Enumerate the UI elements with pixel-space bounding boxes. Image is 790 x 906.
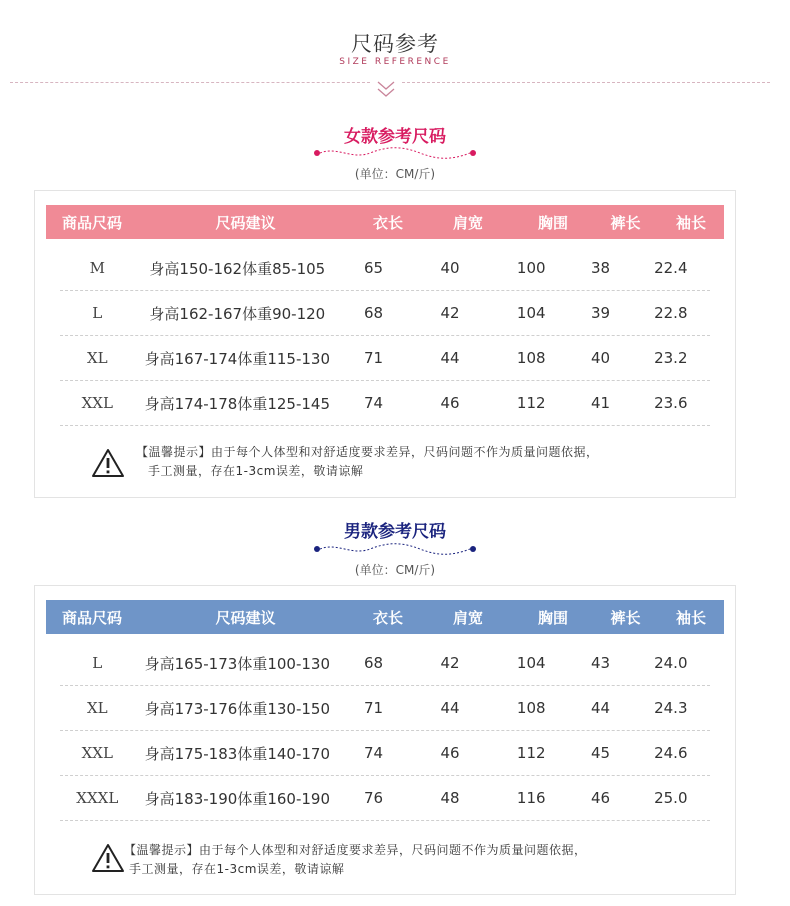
sleeve-cell: 24.6 bbox=[654, 744, 688, 762]
table-row bbox=[60, 641, 710, 686]
men-table-header bbox=[46, 600, 724, 634]
sleeve-cell: 23.2 bbox=[654, 349, 688, 367]
sleeve-cell: 25.0 bbox=[654, 789, 688, 807]
chest-cell: 108 bbox=[516, 349, 546, 367]
suggestion-cell: 身高167-174体重115-130 bbox=[144, 349, 330, 368]
length-cell: 74 bbox=[363, 394, 384, 412]
size-cell: XL bbox=[86, 349, 108, 367]
column-header: 商品尺码 bbox=[61, 213, 122, 232]
sleeve-cell: 22.4 bbox=[654, 259, 688, 277]
chest-cell: 104 bbox=[516, 654, 546, 672]
chevron-down-icon bbox=[372, 78, 400, 100]
sleeve-cell: 24.3 bbox=[654, 699, 688, 717]
warning-icon bbox=[91, 448, 125, 478]
chest-cell: 112 bbox=[516, 744, 546, 762]
suggestion-cell: 身高174-178体重125-145 bbox=[144, 394, 330, 413]
pants-length-cell: 40 bbox=[591, 349, 611, 367]
pants-length-cell: 39 bbox=[591, 304, 611, 322]
pants-length-cell: 44 bbox=[591, 699, 611, 717]
length-cell: 65 bbox=[363, 259, 384, 277]
shoulder-cell: 42 bbox=[440, 654, 460, 672]
table-row bbox=[60, 291, 710, 336]
size-cell: M bbox=[89, 259, 105, 277]
table-row bbox=[60, 381, 710, 426]
column-header: 袖长 bbox=[675, 608, 706, 627]
column-header: 衣长 bbox=[372, 213, 403, 232]
suggestion-cell: 身高183-190体重160-190 bbox=[144, 789, 330, 808]
column-header: 尺码建议 bbox=[215, 213, 276, 232]
suggestion-cell: 身高162-167体重90-120 bbox=[149, 304, 326, 323]
column-header: 胸围 bbox=[537, 608, 568, 627]
size-cell: XXL bbox=[81, 744, 113, 762]
column-header: 胸围 bbox=[537, 213, 568, 232]
pants-length-cell: 43 bbox=[591, 654, 611, 672]
women-section-title: 女款参考尺码 bbox=[344, 127, 446, 147]
women-tip-line-2: 手工测量，存在1-3cm误差，敬请谅解 bbox=[148, 464, 364, 478]
men-wave-ornament bbox=[312, 540, 478, 558]
suggestion-cell: 身高150-162体重85-105 bbox=[149, 259, 326, 278]
table-row bbox=[60, 686, 710, 731]
women-unit-label: (单位：CM/斤) bbox=[354, 167, 436, 181]
women-tip-line-1: 【温馨提示】由于每个人体型和对舒适度要求差异，尺码问题不作为质量问题依据， bbox=[136, 445, 599, 459]
size-cell: L bbox=[92, 304, 103, 322]
women-table-header bbox=[46, 205, 724, 239]
women-wave-ornament bbox=[312, 144, 478, 162]
suggestion-cell: 身高175-183体重140-170 bbox=[144, 744, 330, 763]
column-header: 袖长 bbox=[675, 213, 706, 232]
column-header: 尺码建议 bbox=[215, 608, 276, 627]
size-cell: XXXL bbox=[76, 789, 119, 807]
page-title: 尺码参考 bbox=[351, 32, 439, 56]
men-section-title: 男款参考尺码 bbox=[344, 522, 446, 542]
column-header: 商品尺码 bbox=[61, 608, 122, 627]
chest-cell: 100 bbox=[516, 259, 546, 277]
table-row bbox=[60, 731, 710, 776]
header-divider-right bbox=[402, 82, 770, 83]
suggestion-cell: 身高173-176体重130-150 bbox=[144, 699, 330, 718]
suggestion-cell: 身高165-173体重100-130 bbox=[144, 654, 330, 673]
pants-length-cell: 45 bbox=[591, 744, 611, 762]
chest-cell: 104 bbox=[516, 304, 546, 322]
sleeve-cell: 24.0 bbox=[654, 654, 688, 672]
men-tip-line-2: 手工测量，存在1-3cm误差，敬请谅解 bbox=[129, 862, 345, 876]
length-cell: 74 bbox=[363, 744, 384, 762]
shoulder-cell: 48 bbox=[440, 789, 460, 807]
length-cell: 71 bbox=[363, 699, 384, 717]
shoulder-cell: 44 bbox=[440, 699, 460, 717]
header-divider-left bbox=[10, 82, 370, 83]
chest-cell: 108 bbox=[516, 699, 546, 717]
column-header: 裤长 bbox=[610, 608, 641, 627]
pants-length-cell: 38 bbox=[591, 259, 611, 277]
size-cell: L bbox=[92, 654, 103, 672]
length-cell: 76 bbox=[363, 789, 384, 807]
shoulder-cell: 40 bbox=[440, 259, 460, 277]
length-cell: 71 bbox=[363, 349, 384, 367]
page-subtitle: SIZE REFERENCE bbox=[339, 57, 451, 67]
table-row bbox=[60, 776, 710, 821]
men-unit-label: (单位：CM/斤) bbox=[354, 563, 436, 577]
chest-cell: 112 bbox=[516, 394, 546, 412]
sleeve-cell: 23.6 bbox=[654, 394, 688, 412]
warning-icon bbox=[91, 843, 125, 873]
shoulder-cell: 42 bbox=[440, 304, 460, 322]
table-row bbox=[60, 336, 710, 381]
pants-length-cell: 41 bbox=[591, 394, 611, 412]
column-header: 衣长 bbox=[372, 608, 403, 627]
column-header: 肩宽 bbox=[452, 608, 483, 627]
sleeve-cell: 22.8 bbox=[654, 304, 688, 322]
shoulder-cell: 44 bbox=[440, 349, 460, 367]
column-header: 肩宽 bbox=[452, 213, 483, 232]
shoulder-cell: 46 bbox=[440, 744, 460, 762]
pants-length-cell: 46 bbox=[591, 789, 611, 807]
column-header: 裤长 bbox=[610, 213, 641, 232]
men-tip-line-1: 【温馨提示】由于每个人体型和对舒适度要求差异，尺码问题不作为质量问题依据， bbox=[124, 843, 587, 857]
length-cell: 68 bbox=[363, 304, 384, 322]
shoulder-cell: 46 bbox=[440, 394, 460, 412]
chest-cell: 116 bbox=[516, 789, 546, 807]
length-cell: 68 bbox=[363, 654, 384, 672]
table-row bbox=[60, 246, 710, 291]
size-cell: XL bbox=[86, 699, 108, 717]
size-cell: XXL bbox=[81, 394, 113, 412]
